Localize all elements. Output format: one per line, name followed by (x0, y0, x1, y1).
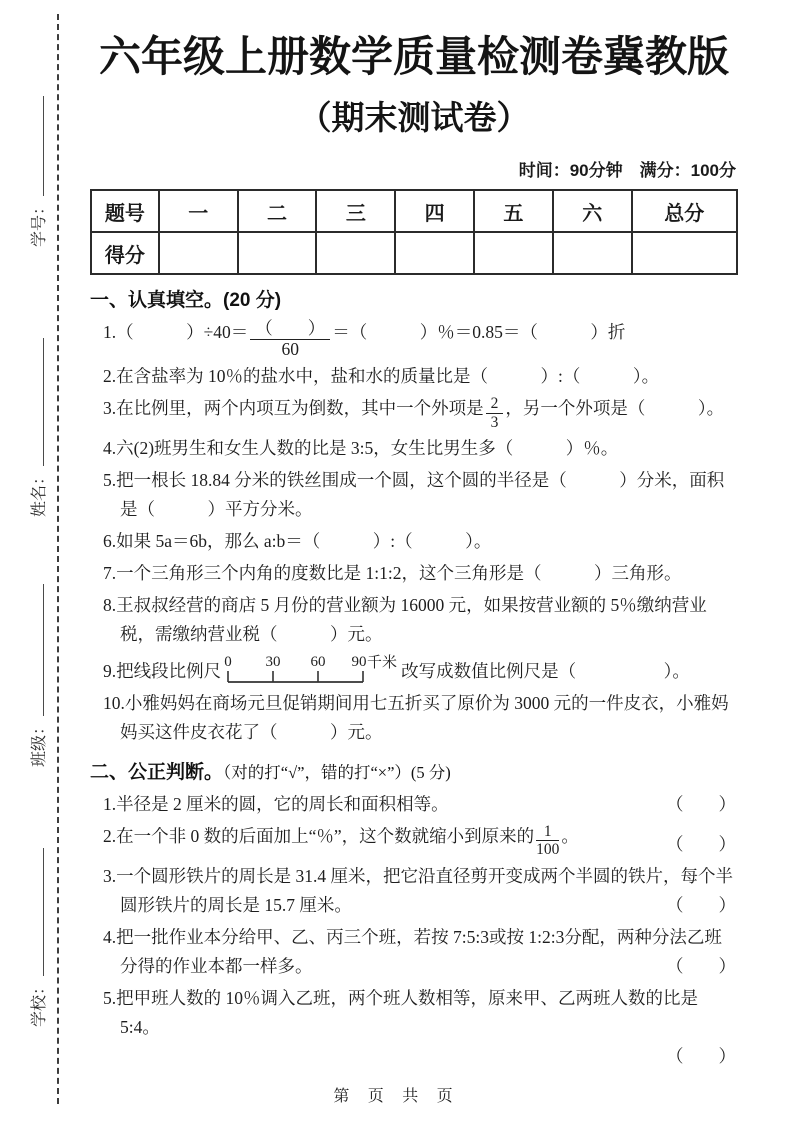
student-name-label: 姓名： (31, 468, 48, 517)
section2-heading (90, 760, 738, 786)
scale-label-60: 60 (310, 653, 326, 670)
s2-question-1 (103, 790, 738, 819)
score-cell (238, 232, 317, 274)
s1-q1-pre: 1.（ ）÷40＝ (103, 322, 249, 342)
s1-question-2: 2.在含盐率为 10％的盐水中，盐和水的质量比是（ ）:（ ）。 (103, 366, 660, 387)
margin-field-school (26, 848, 49, 1027)
line-segment-scale-diagram (222, 652, 400, 686)
margin-field-student-number (26, 96, 49, 247)
scale-label-90: 90 (351, 653, 367, 670)
page-title: 六年级上册数学质量检测卷冀教版 (98, 33, 729, 80)
score-cell (553, 232, 632, 274)
s1-q1-post: ＝（ ）％＝0.85＝（ ）折 (332, 322, 626, 342)
s2-q1-answer-blank: （ ） (666, 793, 736, 814)
s1-question-4: 4.六(2)班男生和女生人数的比是 3:5，女生比男生多（ ）％。 (103, 437, 619, 458)
student-number-label: 学号： (31, 198, 48, 247)
score-table-col-4: 四 (395, 190, 474, 232)
section1-points: (20 分) (223, 290, 282, 311)
s2-q3-answer-blank: （ ） (666, 894, 736, 915)
score-cell (474, 232, 553, 274)
s1-q3-fraction (486, 395, 504, 431)
score-table-col-3: 三 (316, 190, 395, 232)
scale-ticks (228, 671, 363, 682)
s1-q9-pre: 9.把线段比例尺 (103, 660, 222, 681)
score-cell (159, 232, 238, 274)
margin-field-class (26, 584, 49, 767)
score-row-label: 得分 (91, 232, 159, 274)
page-subtitle: （期末测试卷） (298, 99, 530, 136)
s1-q1-fraction-denominator: 60 (281, 338, 299, 359)
section2-title: 二、公正判断。 (90, 761, 224, 783)
s1-q1-fraction (250, 319, 330, 359)
score-table-score-row (91, 232, 737, 274)
school-label: 学校： (31, 978, 48, 1027)
s1-q1-fraction-numerator: （ ） (250, 319, 330, 340)
s1-question-8: 8.王叔叔经营的商店 5 月份的营业额为 16000 元，如果按营业额的 5％缴纳营业税，需缴纳营业税（ ）元。 (103, 594, 707, 644)
score-table-col-total: 总分 (632, 190, 737, 232)
scale-unit-label: 千米 (367, 654, 398, 671)
score-table (90, 189, 738, 275)
s2-q2-fraction-denominator: 100 (536, 841, 560, 859)
s1-q3-fraction-numerator: 2 (486, 395, 504, 413)
score-cell (395, 232, 474, 274)
s2-q2-answer-blank: （ ） (666, 833, 736, 854)
score-cell (316, 232, 395, 274)
school-blank-line (28, 848, 44, 976)
s1-question-5: 5.把一根长 18.84 分米的铁丝围成一个圆，这个圆的半径是（ ）分米，面积是（ ）平方分米。 (103, 469, 725, 519)
s2-q1-text: 1.半径是 2 厘米的圆，它的周长和面积相等。 (103, 793, 449, 814)
s2-question-3 (103, 862, 738, 920)
section1-questions (90, 318, 738, 747)
section1-title: 一、认真填空。 (90, 290, 224, 311)
s1-q9-post: 改写成数值比例尺是（ ）。 (401, 660, 690, 681)
s2-q2-pre: 2.在一个非 0 数的后面加上“％”，这个数就缩小到原来的 (103, 825, 535, 846)
class-label: 班级： (31, 718, 48, 767)
margin-dashed-divider (57, 14, 59, 1104)
section2-questions (90, 790, 738, 1071)
s2-q2-fraction (536, 823, 559, 859)
score-table-header-row (91, 190, 737, 232)
score-table-col-1: 一 (159, 190, 238, 232)
score-table-col-2: 二 (238, 190, 317, 232)
s1-q3-pre: 3.在比例里，两个内项互为倒数，其中一个外项是 (103, 398, 484, 419)
page-footer: 第 页 共 页 (333, 1088, 460, 1105)
s1-question-6: 6.如果 5a＝6b，那么 a:b＝（ ）:（ ）。 (103, 530, 492, 551)
s2-question-5: 5.把甲班人数的 10％调入乙班，两个班人数相等，原来甲、乙两班人数的比是 5:4。 (103, 987, 698, 1037)
exam-paper (90, 28, 738, 1071)
score-table-col-6: 六 (553, 190, 632, 232)
s1-question-9 (103, 652, 738, 686)
student-number-blank-line (28, 96, 44, 196)
s2-q5-answer-blank: （ ） (666, 1045, 736, 1066)
scale-label-0: 0 (224, 653, 232, 670)
scale-label-30: 30 (265, 653, 281, 670)
s2-q2-post: 。 (561, 825, 579, 846)
s1-question-10: 10.小雅妈妈在商场元旦促销期间用七五折买了原价为 3000 元的一件皮衣，小雅妈妈买这件皮衣花了（ ）元。 (103, 692, 729, 742)
s2-question-4 (103, 923, 738, 981)
s1-q3-fraction-denominator: 3 (490, 413, 499, 431)
margin-field-student-name (26, 338, 49, 517)
student-name-blank-line (28, 338, 44, 466)
score-cell-total (632, 232, 737, 274)
s2-q4-answer-blank: （ ） (666, 955, 736, 976)
s1-q3-post: ，另一个外项是（ ）。 (505, 398, 725, 419)
s1-question-7: 7.一个三角形三个内角的度数比是 1:1:2，这个三角形是（ ）三角形。 (103, 562, 682, 583)
s1-question-1 (103, 318, 738, 359)
class-blank-line (28, 584, 44, 716)
s2-q4-text: 4.把一批作业本分给甲、乙、丙三个班，若按 7:5:3或按 1:2:3分配，两种分法乙班分得的作业本都一样多。 (103, 926, 722, 976)
score-table-corner: 题号 (91, 190, 159, 232)
s2-question-2 (103, 822, 738, 859)
section2-note: （对的打“√”，错的打“×”）(5 分) (223, 762, 451, 782)
s2-q2-fraction-numerator: 1 (536, 823, 559, 841)
section1-heading (90, 288, 738, 314)
s2-q3-text: 3.一个圆形铁片的周长是 31.4 厘米，把它沿直径剪开变成两个半圆的铁片，每个半圆形铁片的周长是 15.7 厘米。 (103, 865, 733, 915)
s1-question-3 (103, 394, 738, 431)
score-table-col-5: 五 (474, 190, 553, 232)
time-and-score-info: 时间：90分钟 满分：100分 (518, 161, 736, 180)
